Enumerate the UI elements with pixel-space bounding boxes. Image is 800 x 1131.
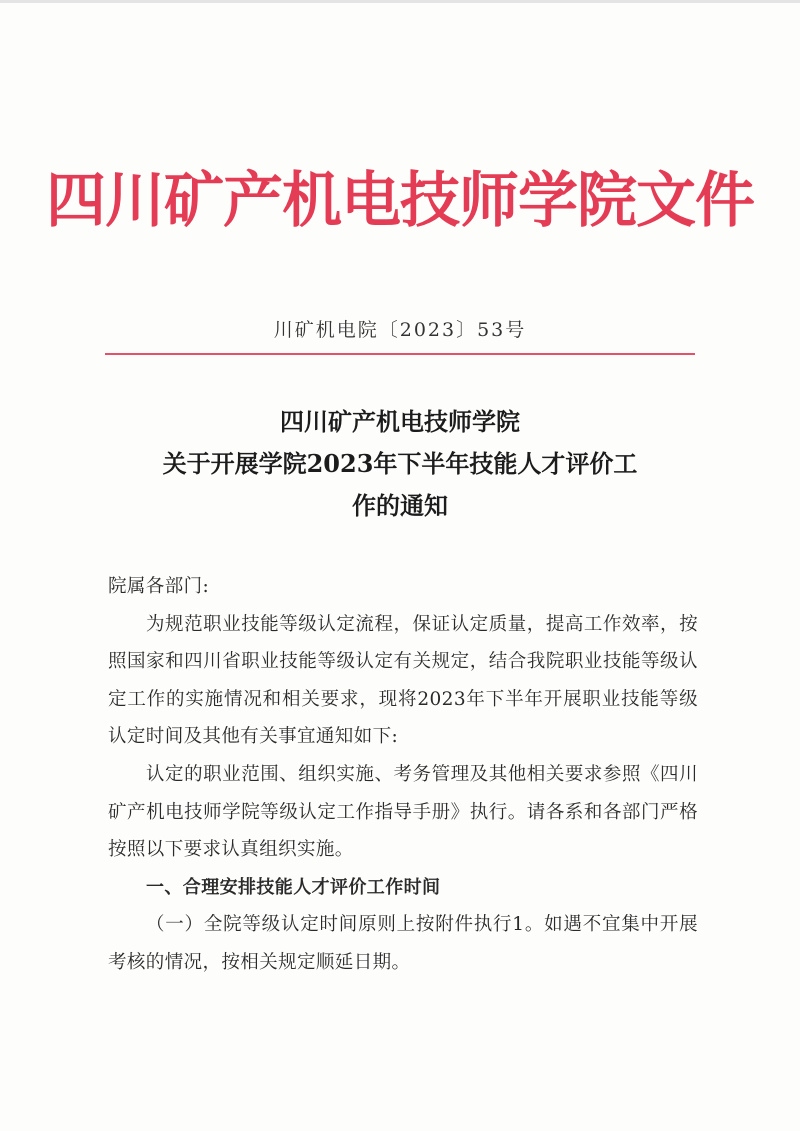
salutation: 院属各部门:: [108, 576, 210, 597]
red-divider-line: [105, 353, 695, 355]
title-line-1: 四川矿产机电技师学院: [280, 407, 520, 436]
notice-title: [105, 401, 695, 527]
document-masthead: 四川矿产机电技师学院文件: [46, 166, 754, 236]
section-heading: 一、合理安排技能人才评价工作时间: [146, 876, 441, 898]
notice-body: [108, 568, 698, 982]
title-line-3: 作的通知: [352, 491, 448, 520]
body-paragraph: （一）全院等级认定时间原则上按附件执行1。如遇不宜集中开展考核的情况，按相关规定顺延日期。: [108, 914, 698, 973]
document-number: 川矿机电院〔2023〕53号: [273, 319, 527, 341]
title-line-2: 关于开展学院2023年下半年技能人才评价工: [162, 449, 638, 478]
body-paragraph: 为规范职业技能等级认定流程，保证认定质量，提高工作效率，按照国家和四川省职业技能等级认定有关规定，结合我院职业技能等级认定工作的实施情况和相关要求，现将2023年下半年开展职业技能等级认定时间及其他有关事宜通知如下:: [108, 613, 698, 748]
body-paragraph: 认定的职业范围、组织实施、考务管理及其他相关要求参照《四川矿产机电技师学院等级认定工作指导手册》执行。请各系和各部门严格按照以下要求认真组织实施。: [108, 763, 698, 861]
